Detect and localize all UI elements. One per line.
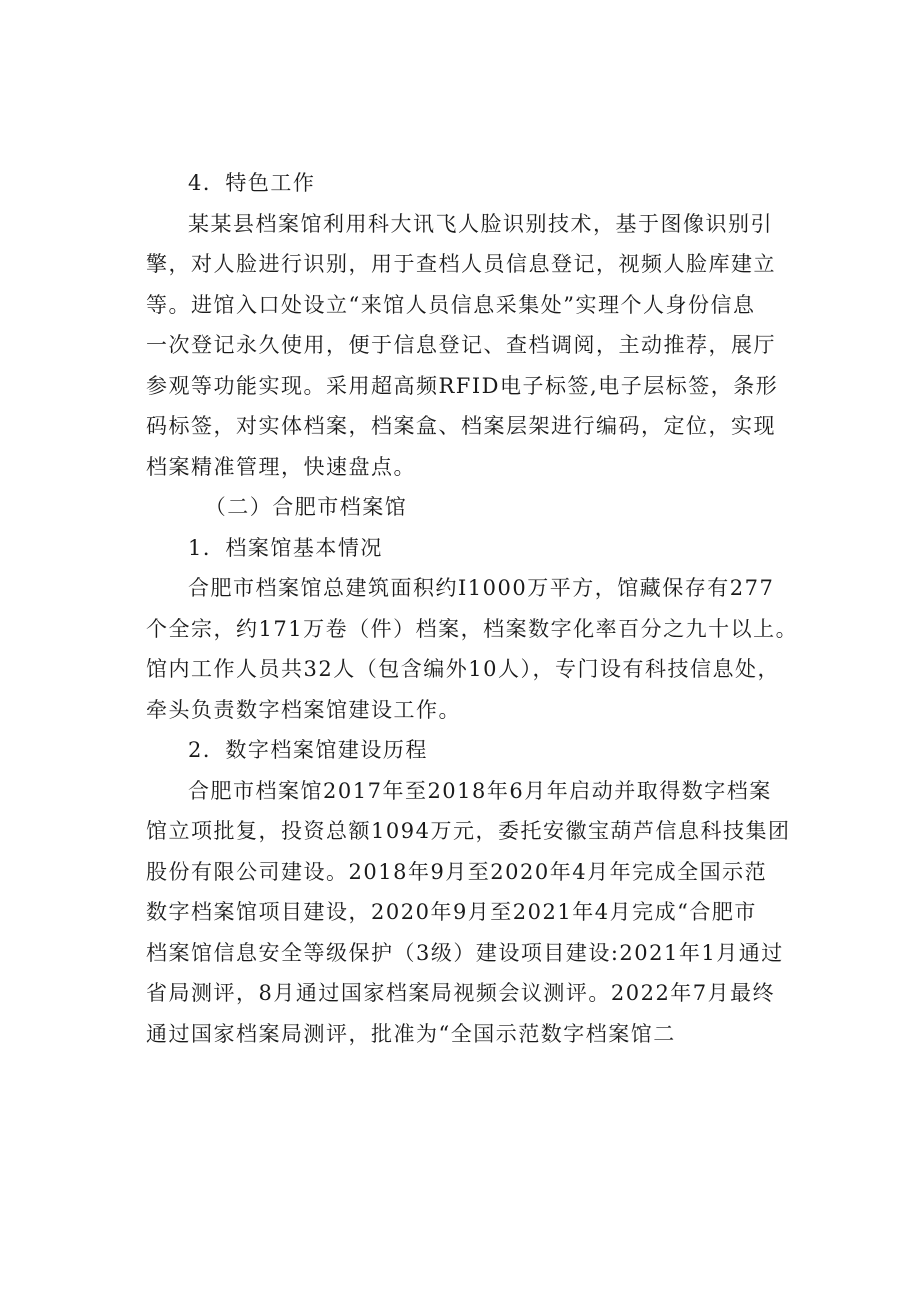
section-4-heading: 4．特色工作 — [188, 171, 316, 195]
section-4-paragraph: 某某县档案馆利用科大讯飞人脸识别技术，基于图像识别引 擎，对人脸进行识别，用于查档人员信息登记，视频人脸库建立 等。进馆入口处设立“来馆人员信息采集处”实理个人身份信息 一次登记永久使用，便于信息登记、查档调阅，主动推荐，展厅 参观等功能实现。采用超高频RFID电子标签,电子层标签，条形 码标签，对实体档案，档案盒、档案层架进行编码，定位，实现 档案精准管理，快速盘点。 — [146, 211, 779, 479]
document-body — [146, 163, 806, 1054]
item-2-heading: 2．数字档案馆建设历程 — [188, 738, 428, 762]
item-1-heading: 1．档案馆基本情况 — [188, 535, 383, 560]
item-1-paragraph: 合肥市档案馆总建筑面积约I1000万平方，馆藏保存有277 个全宗，约171万卷（件）档案，档案数字化率百分之九十以上。 馆内工作人员共32人（包含编外10人），专门设有科技信息处， 牵头负责数字档案馆建设工作。 — [146, 576, 799, 722]
item-2-paragraph: 合肥市档案馆2017年至2018年6月年启动并取得数字档案 馆立项批复，投资总额1094万元，委托安徽宝葫芦信息科技集团 股份有限公司建设。2018年9月至2020年4月年完成全国示范 数字档案馆项目建设，2020年9月至2021年4月完成“合肥市 档案馆信息安全等级保护（3级）建设项目建设:2021年1月通过 省局测评，8月通过国家档案局视频会议测评。2022年7月最终 通过国家档案局测评，批准为“全国示范数字档案馆二 — [146, 778, 791, 1046]
part-2-heading: （二）合肥市档案馆 — [204, 495, 408, 519]
